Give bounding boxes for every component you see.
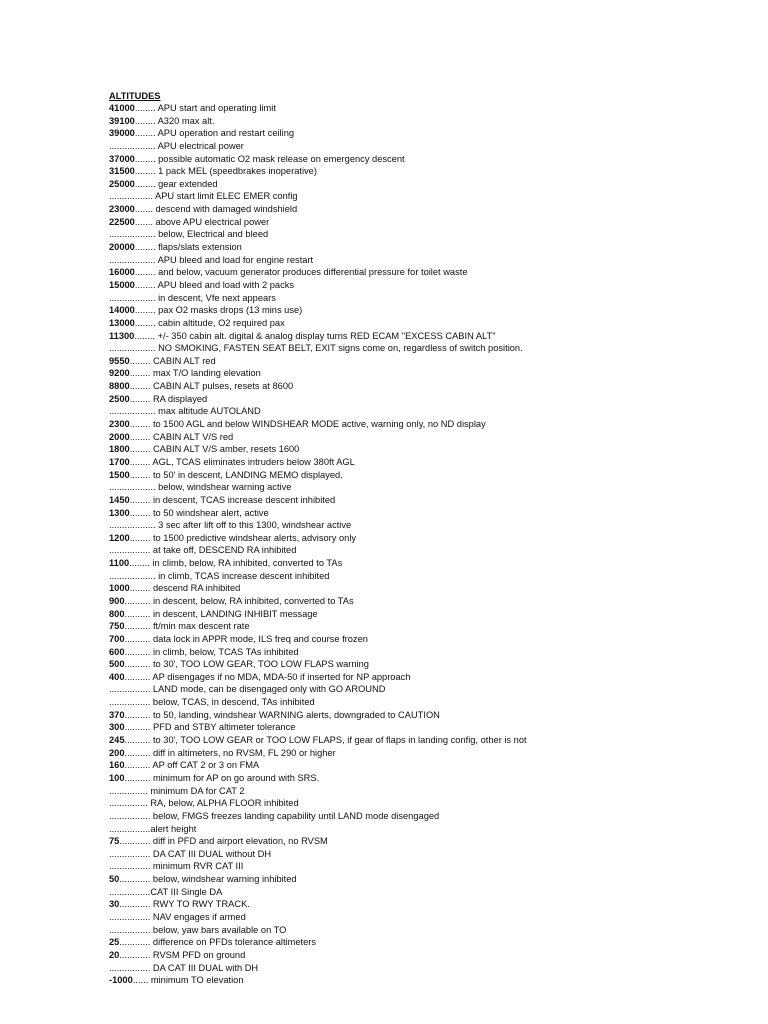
altitude-value: 14000	[109, 305, 135, 316]
altitude-value: 37000	[109, 153, 135, 164]
leader-dots: ........	[129, 368, 151, 379]
leader-dots: ..........	[124, 595, 151, 606]
altitude-entry	[109, 241, 759, 254]
altitude-value: 13000	[109, 317, 135, 328]
altitude-description: AGL, TCAS eliminates intruders below 380ft AGL	[150, 456, 355, 467]
altitude-entry	[109, 380, 759, 393]
leader-dots: ..........	[124, 659, 151, 670]
altitude-entry	[109, 620, 759, 633]
altitude-value: 370	[109, 709, 125, 720]
altitude-value: 31500	[109, 166, 135, 177]
altitude-value: 11300	[109, 330, 135, 341]
altitude-description: DA CAT III DUAL with DH	[150, 962, 259, 973]
altitude-description: 1 pack MEL (speedbrakes inoperative)	[155, 166, 317, 177]
altitude-entry	[109, 507, 759, 520]
leader-dots: ........	[134, 267, 156, 278]
leader-dots: ................	[109, 912, 151, 922]
altitude-entry	[109, 279, 759, 292]
altitude-entry	[109, 519, 759, 532]
leader-dots: ..................	[109, 406, 156, 417]
leader-dots: ........	[134, 153, 156, 164]
leader-dots: ............	[119, 937, 151, 948]
altitude-value: 8800	[109, 381, 130, 392]
altitude-description: to 1500 AGL and below WINDSHEAR MODE active, warning only, no ND display	[150, 419, 486, 430]
altitude-description: APU start and operating limit	[155, 103, 276, 113]
altitude-description: in descent, LANDING INHIBIT message	[150, 608, 318, 619]
altitude-entry	[109, 393, 759, 406]
leader-dots: .................	[109, 191, 153, 202]
altitude-entry	[109, 734, 759, 747]
altitude-description: CABIN ALT V/S amber, resets 1600	[150, 444, 300, 455]
altitude-entry	[109, 683, 759, 696]
altitude-entry	[109, 785, 759, 798]
altitude-description: APU bleed and load with 2 packs	[155, 279, 295, 290]
leader-dots: ............	[119, 874, 151, 885]
leader-dots: ........	[129, 494, 151, 505]
leader-dots: ........	[134, 128, 156, 139]
altitude-value: 22500	[109, 216, 135, 227]
altitude-entry	[109, 823, 759, 836]
altitude-description: NAV engages if armed	[150, 912, 246, 922]
altitude-entry	[109, 405, 759, 418]
altitude-description: CABIN ALT V/S red	[150, 431, 234, 442]
altitude-description: diff in altimeters, no RVSM, FL 290 or higher	[150, 747, 336, 758]
altitude-entry	[109, 292, 759, 305]
altitude-entry	[109, 304, 759, 317]
altitude-entry	[109, 582, 759, 595]
altitude-description: to 50, landing, windshear WARNING alerts, downgraded to CAUTION	[150, 709, 440, 720]
leader-dots: ........	[129, 381, 151, 392]
altitude-entry	[109, 759, 759, 772]
altitude-value: 1700	[109, 456, 130, 467]
altitude-description: ft/min max descent rate	[150, 621, 250, 632]
altitude-description: below, windshear warning active	[155, 482, 292, 493]
leader-dots: ..........	[124, 621, 151, 632]
altitude-value: 2000	[109, 431, 130, 442]
leader-dots: ..........	[124, 671, 151, 682]
leader-dots: ........	[129, 532, 151, 543]
altitude-value: 16000	[109, 267, 135, 278]
leader-dots: ..................	[109, 254, 156, 265]
altitude-description: to 30', TOO LOW GEAR, TOO LOW FLAPS warning	[150, 659, 369, 670]
altitude-description: CAT III Single DA	[150, 886, 223, 897]
altitude-value: 500	[109, 659, 125, 670]
leader-dots: ........	[129, 393, 151, 404]
altitude-entry	[109, 127, 759, 140]
altitude-description: AP off CAT 2 or 3 on FMA	[150, 760, 260, 771]
altitude-value: 100	[109, 772, 125, 783]
altitude-value: 9200	[109, 368, 130, 379]
leader-dots: ........	[129, 583, 151, 594]
altitude-description: to 1500 predictive windshear alerts, advisory only	[150, 532, 357, 543]
altitude-entry	[109, 671, 759, 684]
altitude-entry	[109, 494, 759, 507]
altitude-entry	[109, 949, 759, 962]
leader-dots: ........	[134, 305, 156, 316]
altitude-entry	[109, 772, 759, 785]
leader-dots: ........	[129, 355, 151, 366]
altitude-entry	[109, 165, 759, 178]
altitude-value: 50	[109, 874, 120, 885]
leader-dots: ..................	[109, 482, 156, 493]
altitude-entry	[109, 431, 759, 444]
altitude-value: 400	[109, 671, 125, 682]
altitude-entry	[109, 696, 759, 709]
leader-dots: ......	[132, 975, 149, 986]
altitude-description: cabin altitude, O2 required pax	[155, 317, 285, 328]
altitude-description: descend RA inhibited	[150, 583, 241, 594]
leader-dots: ..................	[109, 292, 156, 303]
leader-dots: ..........	[124, 608, 151, 619]
leader-dots: ........	[134, 330, 156, 341]
altitude-description: minimum for AP on go around with SRS.	[150, 772, 320, 783]
altitude-description: PFD and STBY altimeter tolerance	[150, 722, 296, 733]
altitude-value: -1000	[109, 975, 133, 986]
altitude-entry	[109, 266, 759, 279]
altitude-description: RWY TO RWY TRACK.	[150, 899, 250, 910]
altitude-entry	[109, 203, 759, 216]
altitude-entry	[109, 835, 759, 848]
leader-dots: ........	[129, 431, 151, 442]
altitude-description: possible automatic O2 mask release on emergency descent	[155, 153, 405, 164]
altitude-description: max T/O landing elevation	[150, 368, 261, 379]
altitude-entry	[109, 962, 759, 975]
altitude-value: 30	[109, 899, 120, 910]
altitude-value: 1300	[109, 507, 130, 518]
altitude-description: A320 max alt.	[155, 115, 215, 126]
leader-dots: ..........	[124, 722, 151, 733]
altitude-entry	[109, 936, 759, 949]
altitude-entry	[109, 709, 759, 722]
altitude-description: APU start limit ELEC EMER config	[152, 191, 298, 202]
leader-dots: ................	[109, 810, 151, 821]
leader-dots: ............	[119, 899, 151, 910]
altitude-description: RA displayed	[150, 393, 208, 404]
altitude-entry	[109, 254, 759, 267]
altitude-description: minimum DA for CAT 2	[147, 785, 245, 796]
altitude-description: in climb, TCAS increase descent inhibited	[155, 570, 330, 581]
altitude-description: data lock in APPR mode, ILS freq and course frozen	[150, 633, 368, 644]
altitude-entry	[109, 898, 759, 911]
leader-dots: ..................	[109, 229, 156, 240]
altitude-entry	[109, 190, 759, 203]
altitude-entry	[109, 924, 759, 937]
altitude-description: APU operation and restart ceiling	[155, 128, 295, 139]
altitude-value: 1500	[109, 469, 130, 480]
altitude-entry	[109, 228, 759, 241]
altitude-value: 39100	[109, 115, 135, 126]
leader-dots: ..........	[124, 772, 151, 783]
altitude-entry	[109, 911, 759, 924]
leader-dots: ................	[109, 886, 151, 897]
altitude-description: to 30', TOO LOW GEAR or TOO LOW FLAPS, if gear of flaps in landing config, other is not	[150, 735, 527, 746]
leader-dots: ..........	[124, 760, 151, 771]
altitude-description: AP disengages if no MDA, MDA-50 if inserted for NP approach	[150, 671, 411, 682]
altitude-value: 15000	[109, 279, 135, 290]
altitude-entry	[109, 216, 759, 229]
leader-dots: ..........	[124, 633, 151, 644]
leader-dots: ................	[109, 962, 151, 973]
leader-dots: ........	[134, 317, 156, 328]
altitude-description: below, Electrical and bleed	[155, 229, 269, 240]
leader-dots: ..........	[124, 747, 151, 758]
leader-dots: ............	[119, 836, 151, 847]
altitude-value: 600	[109, 646, 125, 657]
leader-dots: ........	[134, 115, 156, 126]
altitude-entry	[109, 595, 759, 608]
altitude-value: 20	[109, 949, 120, 960]
leader-dots: ...............	[109, 785, 148, 796]
altitude-entry	[109, 810, 759, 823]
leader-dots: ..................	[109, 343, 156, 354]
leader-dots: ........	[134, 242, 156, 253]
altitude-entry	[109, 658, 759, 671]
altitude-entry	[109, 317, 759, 330]
altitude-entry	[109, 481, 759, 494]
leader-dots: ..................	[109, 570, 156, 581]
altitude-description: in descent, below, RA inhibited, converted to TAs	[150, 595, 354, 606]
leader-dots: ........	[129, 456, 151, 467]
altitude-description: pax O2 masks drops (13 mins use)	[155, 305, 303, 316]
leader-dots: ..........	[124, 735, 151, 746]
altitude-value: 2300	[109, 419, 130, 430]
altitude-list	[109, 102, 759, 987]
altitude-value: 2500	[109, 393, 130, 404]
leader-dots: ................	[109, 861, 151, 872]
altitude-description: NO SMOKING, FASTEN SEAT BELT, EXIT signs come on, regardless of switch position.	[155, 343, 523, 354]
leader-dots: ................	[109, 823, 151, 834]
altitude-entry	[109, 646, 759, 659]
altitude-description: alert height	[150, 823, 197, 834]
altitude-description: in climb, below, TCAS TAs inhibited	[150, 646, 299, 657]
altitude-entry	[109, 153, 759, 166]
leader-dots: ........	[129, 444, 151, 455]
leader-dots: ........	[134, 166, 156, 177]
altitude-description: below, FMGS freezes landing capability until LAND mode disengaged	[150, 810, 440, 821]
altitude-value: 25000	[109, 178, 135, 189]
altitude-value: 39000	[109, 128, 135, 139]
altitude-description: minimum TO elevation	[148, 975, 244, 986]
leader-dots: ................	[109, 545, 151, 556]
altitude-description: to 50 windshear alert, active	[150, 507, 269, 518]
altitude-value: 25	[109, 937, 120, 948]
altitude-entry	[109, 974, 759, 987]
leader-dots: ................	[109, 697, 151, 708]
altitude-value: 1800	[109, 444, 130, 455]
altitude-description: difference on PFDs tolerance altimeters	[150, 937, 317, 948]
altitude-value: 75	[109, 836, 120, 847]
altitude-value: 23000	[109, 204, 135, 215]
altitude-description: at take off, DESCEND RA inhibited	[150, 545, 297, 556]
altitude-entry	[109, 342, 759, 355]
altitude-entry	[109, 797, 759, 810]
document-page	[109, 90, 759, 987]
altitude-entry	[109, 721, 759, 734]
altitude-description: APU electrical power	[155, 140, 244, 151]
altitude-description: below, yaw bars available on TO	[150, 924, 287, 935]
altitude-entry	[109, 886, 759, 899]
altitude-description: diff in PFD and airport elevation, no RVSM	[150, 836, 328, 847]
altitude-description: flaps/slats extension	[155, 242, 242, 253]
altitude-description: descend with damaged windshield	[152, 204, 298, 215]
altitude-entry	[109, 570, 759, 583]
altitude-value: 1000	[109, 583, 130, 594]
leader-dots: ..........	[124, 646, 151, 657]
altitude-entry	[109, 557, 759, 570]
altitude-value: 200	[109, 747, 125, 758]
altitude-description: CABIN ALT red	[150, 355, 216, 366]
altitude-entry	[109, 747, 759, 760]
leader-dots: ................	[109, 924, 151, 935]
altitude-value: 9550	[109, 355, 130, 366]
leader-dots: ........	[129, 419, 151, 430]
leader-dots: ................	[109, 684, 151, 695]
altitude-entry	[109, 355, 759, 368]
altitude-description: below, windshear warning inhibited	[150, 874, 297, 885]
leader-dots: ........	[129, 558, 150, 569]
altitude-description: RA, below, ALPHA FLOOR inhibited	[147, 798, 299, 809]
altitude-description: 3 sec after lift off to this 1300, windshear active	[155, 520, 352, 531]
leader-dots: ........	[134, 279, 156, 290]
altitude-entry	[109, 873, 759, 886]
altitude-description: in climb, below, RA inhibited, converted to TAs	[149, 558, 343, 569]
altitude-entry	[109, 469, 759, 482]
altitude-value: 700	[109, 633, 125, 644]
altitude-value: 20000	[109, 242, 135, 253]
altitude-value: 1450	[109, 494, 130, 505]
altitude-entry	[109, 102, 759, 115]
altitude-entry	[109, 443, 759, 456]
altitude-entry	[109, 848, 759, 861]
altitude-entry	[109, 330, 759, 343]
altitude-description: max altitude AUTOLAND	[155, 406, 261, 417]
altitude-description: minimum RVR CAT III	[150, 861, 244, 872]
altitude-description: RVSM PFD on ground	[150, 949, 246, 960]
altitude-description: LAND mode, can be disengaged only with GO AROUND	[150, 684, 386, 695]
leader-dots: ................	[109, 848, 151, 859]
altitude-entry	[109, 608, 759, 621]
leader-dots: ........	[129, 507, 151, 518]
altitude-value: 900	[109, 595, 125, 606]
leader-dots: ........	[129, 469, 151, 480]
altitude-description: in descent, Vfe next appears	[155, 292, 276, 303]
altitude-description: to 50' in descent, LANDING MEMO displayed.	[150, 469, 343, 480]
leader-dots: ........	[134, 103, 156, 113]
leader-dots: .......	[134, 216, 153, 227]
altitude-entry	[109, 633, 759, 646]
altitude-entry	[109, 178, 759, 191]
leader-dots: ..................	[109, 140, 156, 151]
altitude-entry	[109, 140, 759, 153]
altitude-entry	[109, 115, 759, 128]
leader-dots: ............	[119, 949, 151, 960]
altitude-description: APU bleed and load for engine restart	[155, 254, 314, 265]
altitude-description: in descent, TCAS increase descent inhibited	[150, 494, 336, 505]
altitude-value: 1200	[109, 532, 130, 543]
altitude-description: DA CAT III DUAL without DH	[150, 848, 272, 859]
altitude-value: 160	[109, 760, 125, 771]
altitude-description: +/- 350 cabin alt. digital & analog display turns RED ECAM "EXCESS CABIN ALT"	[155, 330, 496, 341]
altitude-description: gear extended	[155, 178, 218, 189]
altitude-entry	[109, 544, 759, 557]
altitude-description: below, TCAS, in descend, TAs inhibited	[150, 697, 315, 708]
document-title: ALTITUDES	[109, 91, 161, 101]
altitude-entry	[109, 860, 759, 873]
altitude-value: 41000	[109, 103, 135, 113]
leader-dots: .......	[134, 204, 153, 215]
altitude-entry	[109, 456, 759, 469]
altitude-value: 750	[109, 621, 125, 632]
altitude-value: 800	[109, 608, 125, 619]
altitude-value: 300	[109, 722, 125, 733]
altitude-description: and below, vacuum generator produces differential pressure for toilet waste	[155, 267, 468, 278]
altitude-value: 1100	[109, 558, 130, 569]
altitude-entry	[109, 532, 759, 545]
altitude-value: 245	[109, 735, 125, 746]
leader-dots: ........	[134, 178, 156, 189]
altitude-entry	[109, 367, 759, 380]
altitude-description: CABIN ALT pulses, resets at 8600	[150, 381, 294, 392]
leader-dots: ..........	[124, 709, 151, 720]
leader-dots: ..................	[109, 520, 156, 531]
altitude-entry	[109, 418, 759, 431]
altitude-description: above APU electrical power	[152, 216, 270, 227]
leader-dots: ...............	[109, 798, 148, 809]
